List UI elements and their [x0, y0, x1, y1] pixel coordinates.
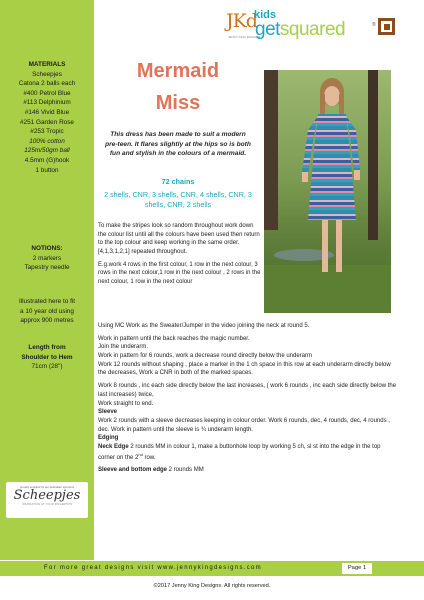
illustrated-line: a 10 year old using: [19, 307, 74, 315]
button-count: 1 button: [35, 166, 59, 174]
registered-mark: ®: [372, 22, 376, 28]
pattern-title-line1: Mermaid: [136, 60, 220, 82]
hook-size: 4.5mm (G)hook: [24, 157, 70, 165]
stripe-paragraph: To make the stripes look so random throughout work down the colour list until all the colours have been used then return to the top colour and keep working in the same order. [4,1,3,1,2,1] repeated throughout.: [98, 223, 260, 256]
neck-edge-label: Neck Edge: [98, 443, 129, 450]
instruction-paragraph: Work in pattern until the back reaches the magic number.: [98, 335, 250, 342]
length-heading: Shoulder to Hem: [21, 353, 73, 361]
illustrated-note: [0, 297, 94, 326]
scheepjes-tagline: INSPIRATION AT YOUR FINGERTIPS: [21, 503, 73, 506]
instruction-paragraph: Using MC Work as the Sweater/Jumper in the video joining the neck at round 5.: [98, 323, 310, 329]
length-heading: Length from: [28, 344, 66, 351]
instruction-paragraph: Join the underarm.: [98, 344, 149, 351]
foundation-row: 2 shells, CNR, 3 shells, CNR, 4 shells, CNR, 3 shells, CNR, 2 shells: [104, 190, 252, 210]
model-photo: [264, 70, 391, 313]
instruction-paragraph: Work straight to end.: [98, 400, 154, 407]
instruction-paragraph: Work 12 rounds without shaping , place a marker in the 1 ch space in this row at each underarm directly below the decreases, Work a CNR in both of the marked spaces.: [98, 361, 391, 377]
neck-edge-text-end: row.: [142, 454, 156, 461]
brand-logo: [226, 6, 422, 48]
page-number: Page 1: [342, 563, 372, 574]
fiber-content: 100% cotton: [29, 137, 65, 145]
stripe-example: E.g.work 4 rows in the first colour, 1 row in the next colour, 3 rows in the next colour,1 row in the next colour , 2 rows in the next colour, 1 row in the next colour: [98, 261, 261, 286]
materials-item: #113 Delphinium: [23, 99, 71, 107]
instruction-paragraph: Work 8 rounds , inc each side directly below the last increases, ( work 6 rounds , inc each side directly below the last increases) twice,: [98, 383, 397, 398]
girl-in-dress-image: [264, 70, 391, 313]
illustrated-line: Illustrated here to fit: [18, 298, 76, 305]
materials-item: Catona 2 balls each: [18, 80, 76, 88]
materials-item: #400 Petrol Blue: [23, 89, 71, 97]
scheepjes-wordmark: Scheepjes: [13, 488, 81, 503]
neck-edge-sup: nd: [138, 451, 143, 457]
intro-text: This dress has been made to suit a modern pre-teen. It flares slightly at the hips so is both fun and stylish in the colours of a mermaid.: [105, 131, 251, 158]
sponsor-note: proudly supplied by our Australian sponsors: [19, 485, 75, 489]
sleeve-edge-paragraph: [98, 466, 398, 475]
sleeve-edge-label: Sleeve and bottom edge: [98, 467, 168, 474]
square-icon: [378, 18, 395, 35]
jkd-subtitle: JENNY KING DESIGNS: [228, 35, 261, 39]
edging-heading: Edging: [98, 435, 119, 442]
notions-heading: NOTIONS:: [31, 245, 63, 252]
squared-word: squared: [279, 19, 346, 40]
notions-item: Tapestry needle: [24, 264, 70, 272]
copyright-notice: ©2017 Jenny King Designs. All rights reserved.: [153, 583, 271, 589]
footer-website-text: For more great designs visit www.jennykingdesigns.com: [44, 565, 262, 571]
length-value: 71cm (28"): [31, 363, 63, 371]
scheepjes-sponsor-logo: [6, 482, 88, 518]
pattern-title-line2: Miss: [155, 92, 201, 114]
instruction-paragraph: Work in pattern for 6 rounds, work a decrease round directly below the underarm: [98, 353, 312, 360]
footer-bar: [0, 561, 424, 576]
length-section: [0, 343, 94, 372]
stripe-instructions: [98, 222, 262, 291]
materials-section: [0, 60, 94, 175]
materials-item: #253 Tropic: [30, 128, 64, 136]
illustrated-line: approx 900 metres: [20, 317, 74, 325]
yarn-weight: 125m/50gm ball: [24, 147, 70, 155]
sleeve-paragraph: Work 2 rounds with a sleeve decreases keeping in colour order. Work 6 rounds, dec, 4 rounds, dec, 4 rounds , dec. Work in pattern until the sleeve is ¾ underarm length.: [98, 417, 390, 433]
materials-item: #146 Vivid Blue: [24, 109, 70, 117]
chain-count: 72 chains: [161, 177, 195, 186]
sleeve-edge-text: 2 rounds MM: [167, 467, 204, 474]
neck-edge-text: 2 rounds MM in colour 1, make a buttonhole loop by working 5 ch, sl st into the edge in the top corner on the 2: [98, 443, 381, 461]
get-word: get: [255, 19, 280, 40]
sidebar: [0, 0, 94, 560]
main-instructions: [98, 322, 398, 479]
chains-section: [104, 177, 252, 210]
get-squared-wordmark: [255, 19, 345, 41]
sleeve-heading: Sleeve: [98, 409, 118, 416]
notions-section: [0, 244, 94, 273]
materials-heading: MATERIALS: [28, 61, 66, 68]
notions-item: 2 markers: [32, 254, 62, 262]
materials-item: Scheepjes: [32, 70, 62, 78]
kids-wordmark: kids: [254, 9, 277, 21]
materials-item: #251 Garden Rose: [19, 118, 74, 126]
neck-edge-paragraph: [98, 443, 398, 462]
jkd-logo: JKd: [226, 10, 257, 32]
